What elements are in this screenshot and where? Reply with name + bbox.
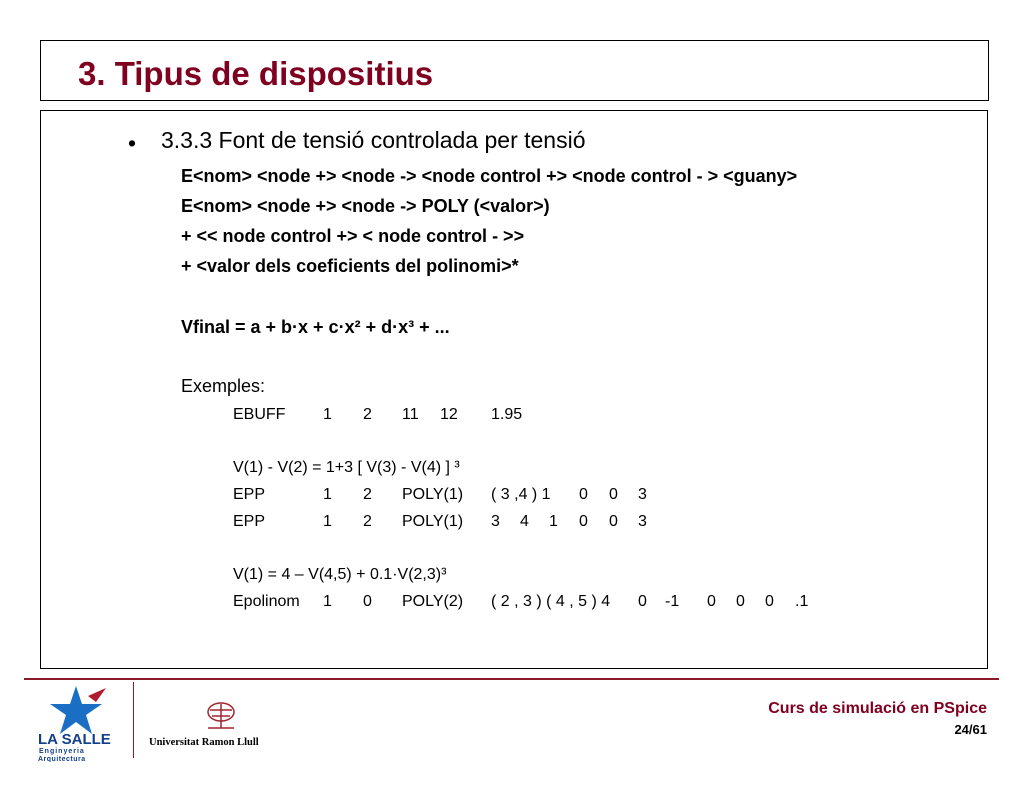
example-cell: POLY(1) <box>402 486 464 503</box>
formula: Vfinal = a + b·x + c·x² + d·x³ + ... <box>181 317 450 337</box>
example-cell: 11 <box>402 406 419 423</box>
section-heading: 3.3.3 Font de tensió controlada per tensió <box>161 127 586 153</box>
slide-title: 3. Tipus de dispositius <box>78 55 434 92</box>
example-cell: 3 <box>638 486 647 503</box>
example-cell: 1 <box>323 486 332 503</box>
example-cell: -1 <box>665 593 680 610</box>
example-cell: EPP <box>233 513 266 530</box>
example-cell: EPP <box>233 486 266 503</box>
example-cell: ( 2 , 3 ) ( 4 , 5 ) 4 <box>491 593 611 610</box>
example-cell: 3 <box>491 513 500 530</box>
la-salle-logo-subtext: Arquitectura <box>38 756 86 762</box>
logo-divider <box>133 682 134 758</box>
la-salle-logo-text: LA SALLE <box>38 731 111 748</box>
example-cell: 0 <box>736 593 745 610</box>
example-cell: ( 3 ,4 ) 1 <box>491 486 551 503</box>
bullet-marker: • <box>128 130 137 156</box>
example-cell: .1 <box>795 593 809 610</box>
example-cell: 0 <box>609 486 618 503</box>
example-cell: EBUFF <box>233 406 286 423</box>
syntax-line-4: + <valor dels coeficients del polinomi>* <box>181 256 519 276</box>
example-cell: 4 <box>520 513 529 530</box>
example-expression-2: V(1) = 4 – V(4,5) + 0.1·V(2,3)³ <box>233 566 447 583</box>
footer-divider <box>24 678 999 680</box>
example-cell: 1 <box>323 593 332 610</box>
example-cell: 0 <box>579 486 588 503</box>
syntax-line-3: + << node control +> < node control - >> <box>181 226 525 246</box>
example-cell: 0 <box>638 593 647 610</box>
example-cell: 12 <box>440 406 458 423</box>
example-cell: 1 <box>323 406 332 423</box>
example-cell: 1 <box>549 513 558 530</box>
example-cell: 0 <box>765 593 774 610</box>
la-salle-logo-subtext: Enginyeria <box>39 748 85 755</box>
example-cell: 2 <box>363 406 372 423</box>
example-cell: 2 <box>363 513 372 530</box>
examples-label: Exemples: <box>181 376 266 396</box>
example-cell: 1.95 <box>491 406 523 423</box>
example-cell: 1 <box>323 513 332 530</box>
page-number: 24/61 <box>954 722 987 737</box>
title-box <box>40 40 989 101</box>
example-cell: POLY(2) <box>402 593 464 610</box>
example-cell: 3 <box>638 513 647 530</box>
example-cell: 0 <box>609 513 618 530</box>
url-logo <box>146 690 296 750</box>
course-title: Curs de simulació en PSpice <box>768 700 987 717</box>
content-box <box>40 110 988 669</box>
syntax-line-1: E<nom> <node +> <node -> <node control +> <node control - > <guany> <box>181 166 798 186</box>
example-cell: POLY(1) <box>402 513 464 530</box>
url-logo-text: Universitat Ramon Llull <box>149 737 259 748</box>
example-cell: 0 <box>707 593 716 610</box>
example-cell: Epolinom <box>233 593 300 610</box>
syntax-line-2: E<nom> <node +> <node -> POLY (<valor>) <box>181 196 550 216</box>
la-salle-logo <box>36 682 128 762</box>
example-cell: 2 <box>363 486 372 503</box>
example-cell: 0 <box>579 513 588 530</box>
example-expression-1: V(1) - V(2) = 1+3 [ V(3) - V(4) ] ³ <box>233 459 460 476</box>
example-cell: 0 <box>363 593 372 610</box>
